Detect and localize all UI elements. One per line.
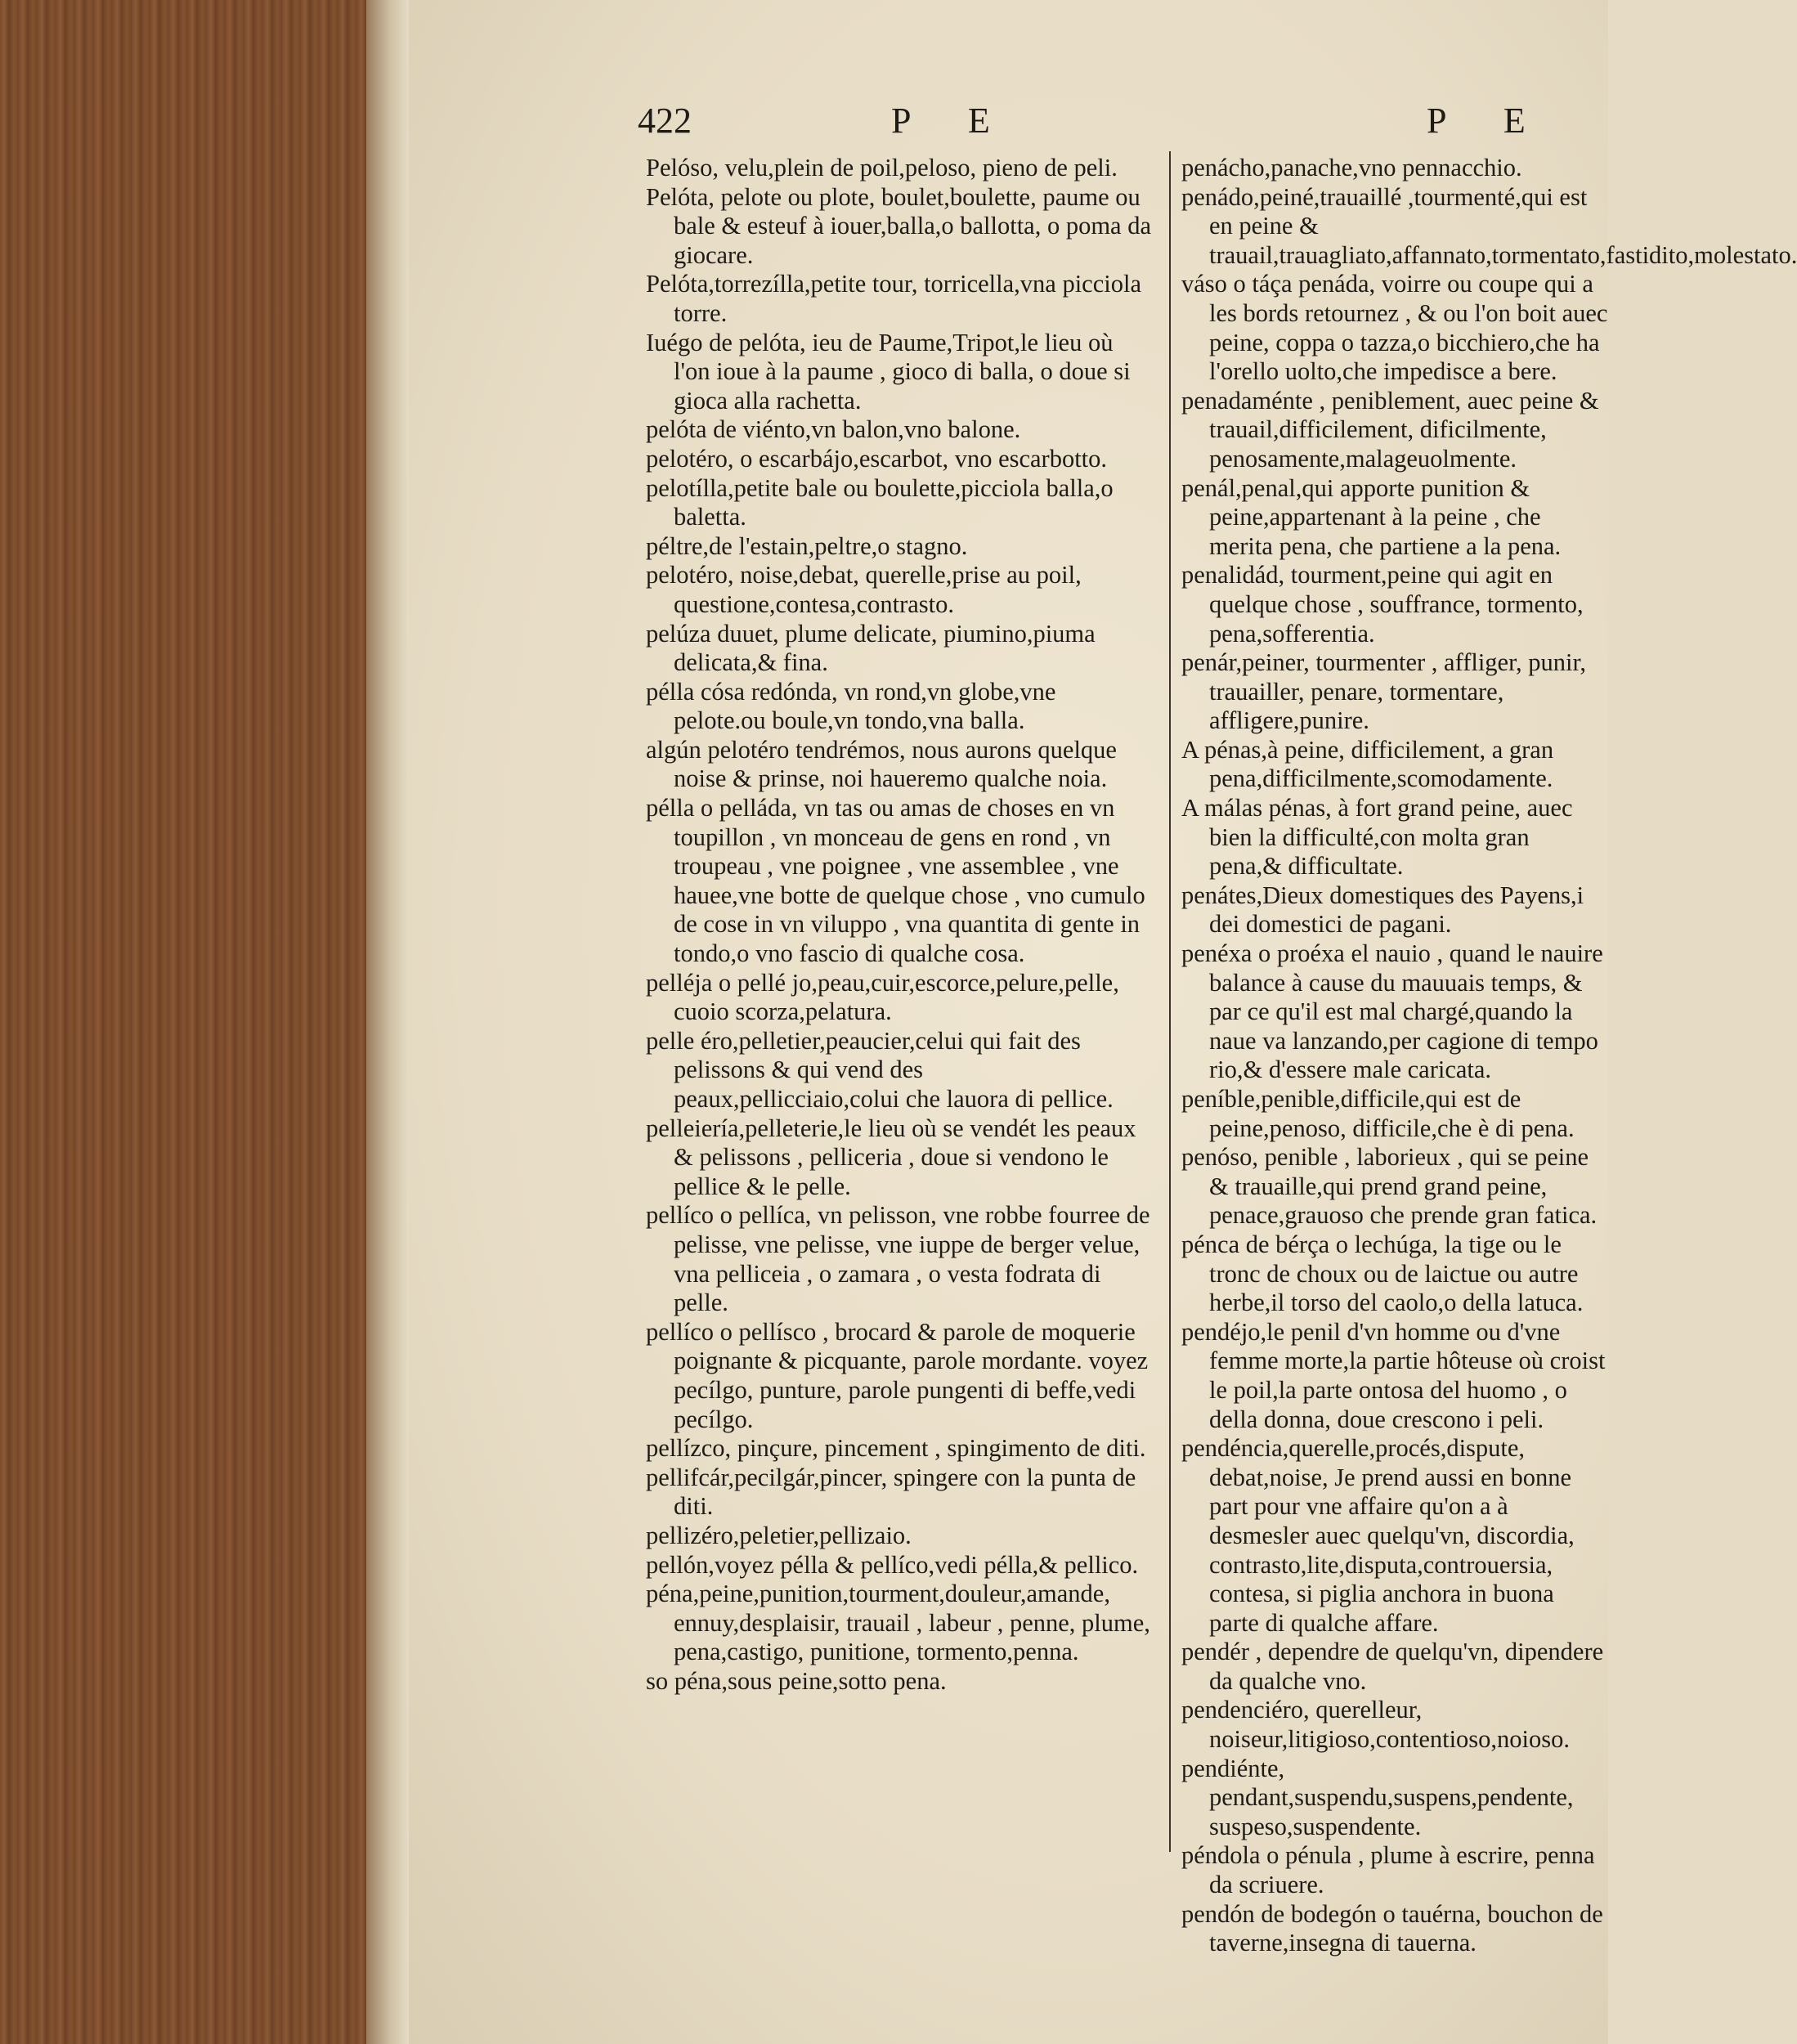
dictionary-entry: pellifcár,pecilgár,pincer, spingere con la punta de diti. (646, 1463, 1136, 1521)
dictionary-entry: Pelóta,torrezílla,petite tour, torricella,vna picciola torre. (646, 270, 1141, 327)
dictionary-entry: Pelóso, velu,plein de poil,peloso, pieno de peli. (646, 154, 1118, 182)
dictionary-entry: pelotílla,petite bale ou boulette,picciola balla,o baletta. (646, 473, 1114, 531)
dictionary-entry: pélla cósa redónda, vn rond,vn globe,vne pelote.ou boule,vn tondo,vna balla. (646, 677, 1056, 735)
dictionary-entry: A málas pénas, à fort grand peine, auec bien la difficulté,con molta gran pena,& difficultate. (1181, 794, 1573, 881)
binding-gutter-shadow (366, 0, 409, 2044)
left-column (646, 154, 1153, 1696)
dictionary-entry: pelúza duuet, plume delicate, piumino,piuma delicata,& fina. (646, 619, 1096, 677)
dictionary-entry: pellíco o pellíca, vn pelisson, vne robbe fourree de pelisse, vne pelisse, vne iuppe de berger velue, vna pelliceia , o zamara , o vesta fodrata di pelle. (646, 1201, 1150, 1317)
book-binding (0, 0, 366, 2044)
dictionary-entry: pellíco o pellísco , brocard & parole de moquerie poignante & picquante, parole mordante. voyez pecílgo, punture, parole pungenti di beffe,vedi pecílgo. (646, 1317, 1149, 1433)
dictionary-entry: péndola o pénula , plume à escrire, penna da scriuere. (1181, 1841, 1595, 1899)
running-head-right: P E (1427, 101, 1550, 141)
dictionary-entry: pellón,voyez pélla & pellíco,vedi pélla,& pellico. (646, 1550, 1139, 1579)
dictionary-entry: penádo,peiné,trauaillé ,tourmenté,qui est en peine & trauail,trauagliato,affannato,tormentato,fastidito,molestato. (1181, 182, 1797, 269)
dictionary-entry: penácho,panache,vno pennacchio. (1181, 154, 1522, 182)
dictionary-entry: penátes,Dieux domestiques des Payens,i dei domestici de pagani. (1181, 881, 1584, 939)
right-column (1181, 154, 1797, 1958)
dictionary-entry: pendéjo,le penil d'vn homme ou d'vne femme morte,la partie hôteuse où croist le poil,la parte ontosa del huomo , o della donna, doue crescono i peli. (1181, 1317, 1606, 1433)
dictionary-entry: penalidád, tourment,peine qui agit en quelque chose , souffrance, tormento, pena,sofferentia. (1181, 561, 1584, 648)
dictionary-entry: penóso, penible , laborieux , qui se peine & trauaille,qui prend grand peine, penace,grauoso che prende gran fatica. (1181, 1143, 1598, 1230)
dictionary-entry: penál,penal,qui apporte punition & peine,appartenant à la peine , che merita pena, che partiene a la pena. (1181, 473, 1562, 560)
dictionary-entry: algún pelotéro tendrémos, nous aurons quelque noise & prinse, noi haueremo qualche noia. (646, 735, 1117, 793)
dictionary-entry: pellízco, pinçure, pincement , spingimento de diti. (646, 1434, 1146, 1463)
dictionary-entry: A pénas,à peine, difficilement, a gran pena,difficilmente,scomodamente. (1181, 735, 1554, 793)
dictionary-entry: so péna,sous peine,sotto pena. (646, 1666, 947, 1695)
dictionary-entry: pénca de bérça o lechúga, la tige ou le tronc de choux ou de laictue ou autre herbe,il torso del caolo,o della latuca. (1181, 1230, 1584, 1317)
dictionary-entry: péna,peine,punition,tourment,douleur,amande, ennuy,desplaisir, trauail , labeur , penne, plume, pena,castigo, punitione, tormento,penna. (646, 1580, 1150, 1666)
dictionary-entry: pélla o pelláda, vn tas ou amas de choses en vn toupillon , vn monceau de gens en rond , vn troupeau , vne poignee , vne assemblee , vne hauee,vne botte de quelque chose , vno cumulo de cose in vn viluppo , vna quantita di gente in tondo,o vno fascio di qualche cosa. (646, 794, 1145, 968)
dictionary-entry: pendéncia,querelle,procés,dispute, debat,noise, Je prend aussi en bonne part pour vne affaire qu'on a à desmesler auec quelqu'vn, discordia, contrasto,lite,disputa,controuersia, contesa, si piglia anchora in buona parte di qualche affare. (1181, 1434, 1575, 1637)
dictionary-entry: péltre,de l'estain,peltre,o stagno. (646, 531, 968, 560)
dictionary-entry: pelleiería,pelleterie,le lieu où se vendét les peaux & pelissons , pelliceria , doue si vendono le pellice & le pelle. (646, 1114, 1136, 1200)
dictionary-entry: pendér , dependre de quelqu'vn, dipendere da qualche vno. (1181, 1638, 1604, 1695)
dictionary-entry: penadaménte , peniblement, auec peine & trauail,difficilement, dificilmente, penosamente,malageuolmente. (1181, 386, 1599, 473)
page-number: 422 (638, 101, 692, 141)
dictionary-entry: pendenciéro, querelleur, noiseur,litigioso,contentioso,noioso. (1181, 1696, 1571, 1754)
dictionary-entry: penéxa o proéxa el nauio , quand le nauire balance à cause du mauuais temps, & par ce qu'il est mal chargé,quando la naue va lanzando,per cagione di tempo rio,& d'essere male caricata. (1181, 939, 1603, 1084)
dictionary-entry: pellizéro,peletier,pellizaio. (646, 1521, 912, 1549)
column-divider (1169, 151, 1171, 1852)
dictionary-entry: váso o táça penáda, voirre ou coupe qui a les bords retournez , & ou l'on boit auec peine, coppa o tazza,o bicchiero,che ha l'orello uolto,che impedisce a bere. (1181, 270, 1608, 386)
dictionary-entry: pelóta de viénto,vn balon,vno balone. (646, 415, 1021, 444)
dictionary-entry: penár,peiner, tourmenter , affliger, punir, trauailler, penare, tormentare, affligere,punire. (1181, 648, 1587, 735)
dictionary-entry: pelotéro, o escarbájo,escarbot, vno escarbotto. (646, 444, 1108, 473)
dictionary-entry: pelléja o pellé jo,peau,cuir,escorce,pelure,pelle, cuoio scorza,pelatura. (646, 968, 1119, 1026)
dictionary-entry: pelle éro,pelletier,peaucier,celui qui fait des pelissons & qui vend des peaux,pellicciaio,colui che lauora di pellice. (646, 1026, 1114, 1113)
running-head-left: P E (891, 101, 1015, 141)
dictionary-entry: peníble,penible,difficile,qui est de peine,penoso, difficile,che è di pena. (1181, 1085, 1575, 1142)
dictionary-entry: pendón de bodegón o tauérna, bouchon de taverne,insegna di tauerna. (1181, 1899, 1603, 1957)
dictionary-entry: Pelóta, pelote ou plote, boulet,boulette, paume ou bale & esteuf à iouer,balla,o ballotta, o poma da giocare. (646, 182, 1151, 269)
dictionary-entry: pendiénte, pendant,suspendu,suspens,pendente, suspeso,suspendente. (1181, 1754, 1574, 1840)
dictionary-entry: pelotéro, noise,debat, querelle,prise au poil, questione,contesa,contrasto. (646, 561, 1082, 618)
dictionary-entry: Iuégo de pelóta, ieu de Paume,Tripot,le lieu où l'on ioue à la paume , gioco di balla, o doue si gioca alla rachetta. (646, 328, 1131, 415)
